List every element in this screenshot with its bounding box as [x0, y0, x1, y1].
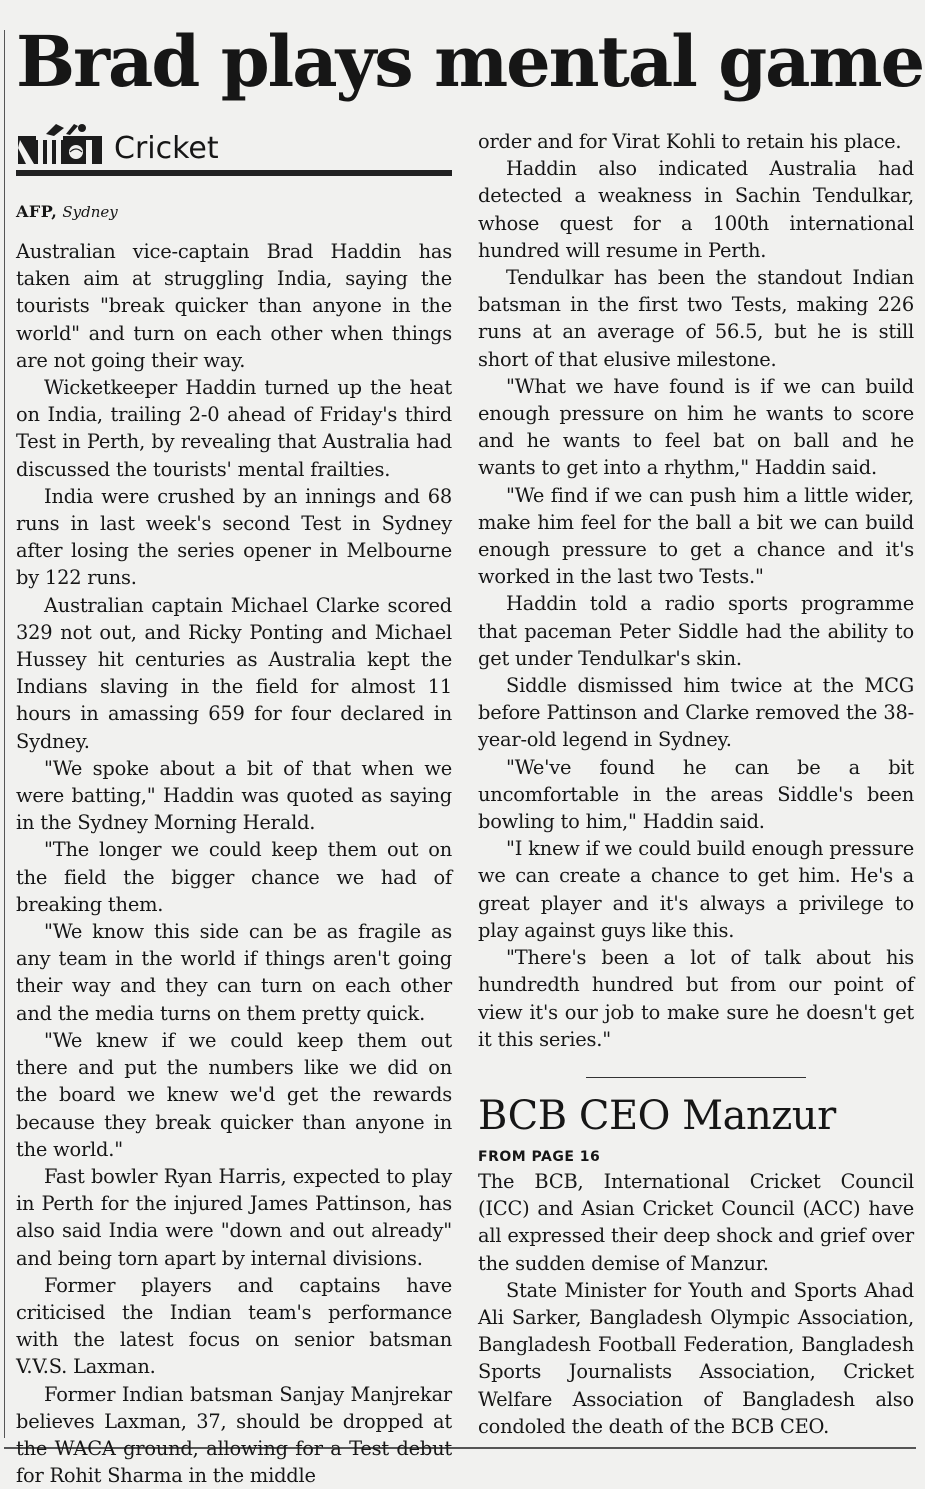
paragraph: Former Indian batsman Sanjay Manjrekar believes Laxman, 37, should be dropped at the WACA ground, allowing for a Test debut for Rohit Sharma in the middle: [16, 1382, 452, 1488]
byline-agency: AFP,: [16, 202, 58, 221]
right-column: [478, 128, 914, 1440]
right-column-body: [478, 128, 914, 1053]
paragraph: order and for Virat Kohli to retain his place.: [478, 130, 902, 153]
left-column: [16, 130, 452, 1489]
paragraph: "We know this side can be as fragile as any team in the world if things aren't going their way and they can turn on each other and the media turns on them pretty quick.: [16, 920, 452, 1025]
paragraph: State Minister for Youth and Sports Ahad Ali Sarker, Bangladesh Olympic Association, Bangladesh Football Federation, Bangladesh Sports Journalists Association, Cricket Welfare Association of Bangladesh also condoled the death of the BCB CEO.: [478, 1278, 914, 1438]
paragraph: Haddin also indicated Australia had detected a weakness in Sachin Tendulkar, whose quest for a 100th international hundred will resume in Perth.: [478, 157, 914, 262]
paragraph: India were crushed by an innings and 68 runs in last week's second Test in Sydney after losing the series opener in Melbourne by 122 runs.: [16, 484, 452, 590]
jump-line: FROM PAGE 16: [478, 1148, 601, 1165]
paragraph: Former players and captains have criticised the Indian team's performance with the latest focus on senior batsman V.V.S. Laxman.: [16, 1273, 452, 1379]
left-column-body: [16, 238, 452, 1489]
paragraph: Australian captain Michael Clarke scored 329 not out, and Ricky Ponting and Michael Hussey hit centuries as Australia kept the Indians slaving in the field for almost 11 hours in amassing 659 for four declared in Sydney.: [16, 593, 452, 753]
paragraph: Fast bowler Ryan Harris, expected to play in Perth for the injured James Pattinson, has also said India were "down and out already" and being torn apart by internal divisions.: [16, 1164, 452, 1270]
paragraph: Haddin told a radio sports programme that paceman Peter Siddle had the ability to get under Tendulkar's skin.: [478, 592, 914, 670]
article-headline: Brad plays mental game: [16, 20, 924, 103]
page-edge-left: [4, 30, 5, 1438]
second-article-headline: BCB CEO Manzur: [478, 1092, 836, 1139]
paragraph: "We spoke about a bit of that when we were batting," Haddin was quoted as saying in the Sydney Morning Herald.: [16, 756, 452, 835]
section-label: Cricket: [114, 131, 219, 166]
paragraph: Australian vice-captain Brad Haddin has taken aim at struggling India, saying the tourists "break quicker than anyone in the world" and turn on each other when things are not going their way.: [16, 240, 452, 372]
paragraph: The BCB, International Cricket Council (ICC) and Asian Cricket Council (ACC) have all expressed their deep shock and grief over the sudden demise of Manzur.: [478, 1169, 914, 1275]
paragraph: "What we have found is if we can build enough pressure on him he wants to score and he wants to feel bat on ball and he wants to get into a rhythm," Haddin said.: [478, 374, 914, 480]
paragraph: Tendulkar has been the standout Indian batsman in the first two Tests, making 226 runs at an average of 56.5, but he is still short of that elusive milestone.: [478, 266, 914, 371]
paragraph: "There's been a lot of talk about his hundredth hundred but from our point of view it's our job to make sure he doesn't get it this series.": [478, 946, 914, 1051]
article-divider: [586, 1077, 806, 1078]
section-header: [16, 130, 452, 176]
paragraph: "We knew if we could keep them out there and put the numbers like we did on the board we knew we'd get the rewards because they break quicker than anyone in the world.": [16, 1028, 452, 1161]
byline-place: Sydney: [62, 203, 118, 221]
paragraph: Siddle dismissed him twice at the MCG before Pattinson and Clarke removed the 38-year-old legend in Sydney.: [478, 674, 914, 752]
paragraph: "The longer we could keep them out on the field the bigger chance we had of breaking them.: [16, 838, 452, 916]
cricket-bat-ball-stumps-icon: [16, 122, 108, 166]
paragraph: "We've found he can be a bit uncomfortable in the areas Siddle's been bowling to him," Haddin said.: [478, 755, 914, 834]
second-article-body: [478, 1168, 914, 1440]
paragraph: "We find if we can push him a little wider, make him feel for the ball a bit we can build enough pressure to get a chance and it's worked in the last two Tests.": [478, 483, 914, 589]
paragraph: "I knew if we could build enough pressure we can create a chance to get him. He's a great player and it's always a privilege to play against guys like this.: [478, 837, 914, 942]
byline: [16, 202, 452, 222]
paragraph: Wicketkeeper Haddin turned up the heat on India, trailing 2-0 ahead of Friday's third Test in Perth, by revealing that Australia had discussed the tourists' mental frailties.: [16, 376, 452, 481]
